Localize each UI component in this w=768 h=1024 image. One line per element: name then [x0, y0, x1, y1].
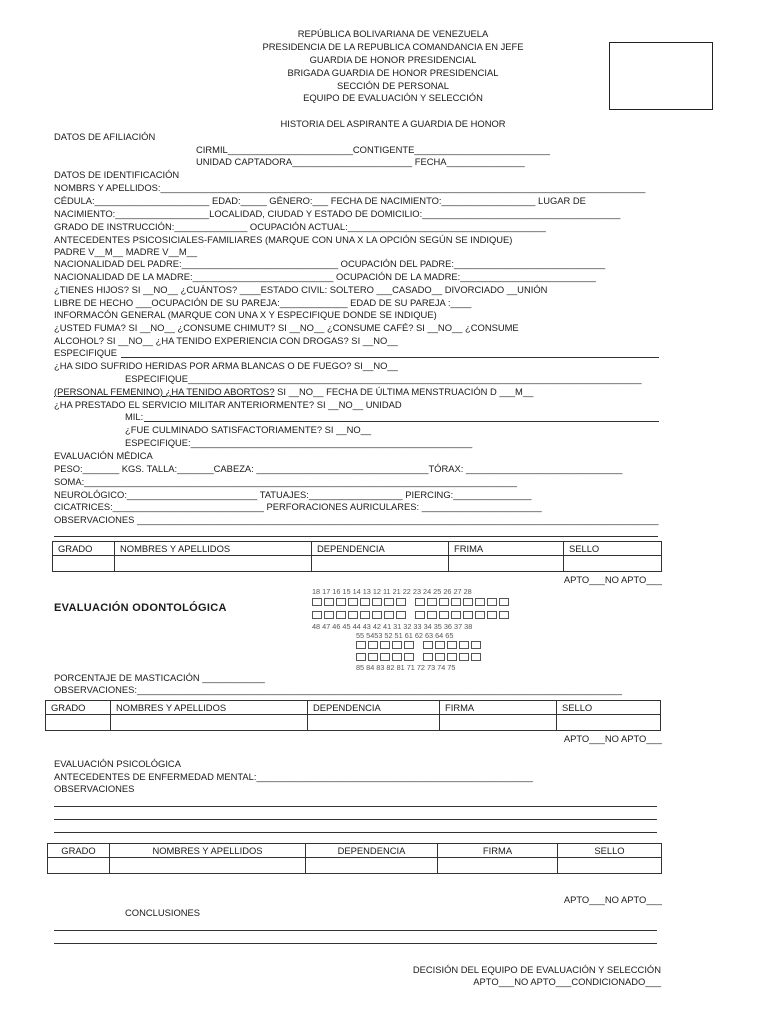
col-dependencia: DEPENDENCIA	[306, 844, 438, 858]
especifique-heridas[interactable]: ESPECIFIQUE_______________________________________________________________________________________	[125, 373, 642, 384]
mil-rule	[144, 421, 659, 422]
col-nombres: NOMBRES Y APELLIDOS	[110, 844, 306, 858]
medica-apto[interactable]: APTO___NO APTO___	[563, 574, 662, 585]
informacion-general-heading: INFORMACÓN GENERAL (MARQUE CON UNA X Y ESPECIFIQUE DONDE SE INDIQUE)	[54, 309, 437, 320]
col-grado: GRADO	[48, 844, 110, 858]
cell-dependencia[interactable]	[312, 556, 449, 572]
especifique-militar[interactable]: ESPECIFIQUE:______________________________________________________	[125, 437, 473, 448]
teeth-upper-boxes[interactable]	[312, 598, 511, 606]
padre-madre-line[interactable]: PADRE V__M__ MADRE V__M__	[54, 246, 198, 257]
medica-signature-table	[52, 541, 662, 572]
cell-sello[interactable]	[564, 556, 662, 572]
teeth-upper-numbers: 18 17 16 15 14 13 12 11 21 22 23 24 25 26 27 28	[312, 587, 472, 596]
teeth-deciduous-lower-boxes[interactable]	[356, 653, 483, 661]
cell-firma[interactable]	[438, 858, 558, 874]
odontologica-heading: EVALUACIÓN ODONTOLÓGICA	[54, 602, 227, 614]
medica-heading: EVALUACIÓN MÉDICA	[54, 450, 153, 461]
teeth-deciduous-upper-numbers: 55 5453 52 51 61 62 63 64 65	[356, 631, 454, 640]
observaciones-rule-1[interactable]	[54, 806, 657, 807]
mil-label: MIL:	[125, 411, 144, 422]
masticacion-field[interactable]: PORCENTAJE DE MASTICACIÓN ____________	[54, 672, 265, 683]
cell-nombres[interactable]	[111, 715, 308, 731]
afiliacion-heading: DATOS DE AFILIACIÓN	[54, 131, 156, 142]
col-grado: GRADO	[46, 701, 111, 715]
cell-firma[interactable]	[449, 556, 564, 572]
medica-observaciones[interactable]: OBSERVACIONES ____________________________________________________________________________________________________	[54, 514, 659, 525]
habitos-line-1[interactable]: ¿USTED FUMA? SI __NO__ ¿CONSUME CHIMUT? SI __NO__ ¿CONSUME CAFÉ? SI __NO__ ¿CONSUME	[54, 322, 519, 333]
odontologica-apto[interactable]: APTO___NO APTO___	[563, 733, 662, 744]
header-line-4: BRIGADA GUARDIA DE HONOR PRESIDENCIAL	[287, 67, 499, 78]
cirmil-field[interactable]: CIRMIL________________________CONTIGENTE__________________________	[196, 144, 550, 155]
col-sello: SELLO	[564, 542, 662, 556]
cell-grado[interactable]	[53, 556, 115, 572]
teeth-deciduous-upper-boxes[interactable]	[356, 641, 483, 649]
cedula-line[interactable]: CÉDULA:______________________ EDAD:_____ GÉNERO:___ FECHA DE NACIMIENTO:__________________ LUGAR DE	[54, 195, 586, 206]
psicosociales-heading: ANTECEDENTES PSICOSICIALES-FAMILIARES (MARQUE CON UNA X LA OPCIÓN SEGÚN SE INDIQUE)	[54, 234, 513, 245]
header-line-5: SECCIÓN DE PERSONAL	[336, 80, 449, 91]
heridas-line[interactable]: ¿HA SIDO SUFRIDO HERIDAS POR ARMA BLANCAS O DE FUEGO? SI__NO__	[54, 360, 398, 371]
col-dependencia: DEPENDENCIA	[308, 701, 440, 715]
habitos-line-2[interactable]: ALCOHOL? SI __NO__ ¿HA TENIDO EXPERIENCIA CON DROGAS? SI __NO__	[54, 335, 398, 346]
col-firma: FRIMA	[449, 542, 564, 556]
culminado-line[interactable]: ¿FUE CULMINADO SATISFACTORIAMENTE? SI __NO__	[125, 424, 372, 435]
observaciones-rule-2[interactable]	[54, 819, 657, 820]
observaciones-rule-3[interactable]	[54, 832, 657, 833]
identificacion-heading: DATOS DE IDENTIFICACIÓN	[54, 169, 180, 180]
conclusiones-rule-1[interactable]	[54, 930, 657, 931]
decision-title: DECISIÓN DEL EQUIPO DE EVALUACIÓN Y SELECCIÓN	[412, 964, 661, 975]
teeth-lower-boxes[interactable]	[312, 611, 511, 619]
header-line-1: REPÚBLICA BOLIVARIANA DE VENEZUELA	[297, 28, 489, 39]
femenino-label: (PERSONAL FEMENINO) ¿HA TENIDO ABORTOS?	[54, 386, 275, 397]
col-sello: SELLO	[558, 844, 662, 858]
instruccion-line[interactable]: GRADO DE INSTRUCCIÓN:______________ OCUPACIÓN ACTUAL:______________________________________	[54, 221, 546, 232]
especifique-label: ESPECIFIQUE	[54, 347, 118, 358]
psicologica-heading: EVALUACIÓN PSICOLÓGICA	[54, 758, 181, 769]
nacimiento-line[interactable]: NACIMIENTO:__________________LOCALIDAD, CIUDAD Y ESTADO DE DOMICILIO:______________________________________	[54, 208, 621, 219]
cell-nombres[interactable]	[110, 858, 306, 874]
odontologica-signature-table	[45, 700, 661, 731]
nombres-field[interactable]: NOMBRS Y APELLIDOS:_____________________________________________________________________________________________	[54, 182, 646, 193]
cell-dependencia[interactable]	[308, 715, 440, 731]
cell-dependencia[interactable]	[306, 858, 438, 874]
document-title: HISTORIA DEL ASPIRANTE A GUARDIA DE HONOR	[280, 118, 506, 129]
header-line-2: PRESIDENCIA DE LA REPUBLICA COMANDANCIA EN JEFE	[262, 41, 524, 52]
decision-options[interactable]: APTO___NO APTO___CONDICIONADO___	[473, 976, 661, 987]
psicologica-apto[interactable]: APTO___NO APTO___	[563, 894, 662, 905]
col-nombres: NOMBRES Y APELLIDOS	[115, 542, 312, 556]
teeth-lower-numbers: 48 47 46 45 44 43 42 41 31 32 33 34 35 36 37 38	[312, 622, 473, 631]
nacionalidad-madre-line[interactable]: NACIONALIDAD DE LA MADRE:___________________________ OCUPACIÓN DE LA MADRE:__________________________	[54, 271, 596, 282]
especifique-rule	[121, 357, 659, 358]
medica-observaciones-rule	[54, 536, 658, 537]
cell-firma[interactable]	[440, 715, 557, 731]
cicatrices-line[interactable]: CICATRICES:_____________________________ PERFORACIONES AURICULARES: _______________________	[54, 501, 542, 512]
header-line-6: EQUIPO DE EVALUACIÓN Y SELECCIÓN	[303, 92, 483, 103]
col-firma: FIRMA	[440, 701, 557, 715]
peso-talla-line[interactable]: PESO:_______ KGS. TALLA:_______CABEZA: _________________________________TÓRAX: ______________________________	[54, 463, 623, 474]
odontologica-observaciones[interactable]: OBSERVACIONES:_____________________________________________________________________________________________	[54, 684, 622, 695]
conclusiones-label: CONCLUSIONES	[125, 907, 201, 918]
cell-grado[interactable]	[46, 715, 111, 731]
nacionalidad-padre-line[interactable]: NACIONALIDAD DEL PADRE:______________________________ OCUPACIÓN DEL PADRE:_____________________________	[54, 258, 606, 269]
femenino-fields: SI __NO__ FECHA DE ÚLTIMA MENSTRUACIÓN D ___M__	[274, 386, 534, 397]
neurologico-line[interactable]: NEUROLÓGICO:_________________________ TATUAJES:__________________ PIERCING:_______________	[54, 489, 532, 500]
cell-sello[interactable]	[557, 715, 661, 731]
teeth-deciduous-lower-numbers: 85 84 83 82 81 71 72 73 74 75	[356, 663, 456, 672]
soma-line[interactable]: SOMA:___________________________________________________________________________________	[54, 476, 517, 487]
servicio-militar-line[interactable]: ¿HA PRESTADO EL SERVICIO MILITAR ANTERIORMENTE? SI __NO__ UNIDAD	[54, 399, 402, 410]
cell-sello[interactable]	[558, 858, 662, 874]
enfermedad-mental-field[interactable]: ANTECEDENTES DE ENFERMEDAD MENTAL:_____________________________________________________	[54, 771, 533, 782]
pareja-line[interactable]: LIBRE DE HECHO ___OCUPACIÓN DE SU PAREJA:_____________ EDAD DE SU PAREJA :____	[54, 297, 472, 308]
unidad-captadora-field[interactable]: UNIDAD CAPTADORA_______________________ FECHA_______________	[196, 156, 525, 167]
col-sello: SELLO	[557, 701, 661, 715]
psicologica-signature-table	[47, 843, 662, 874]
cell-grado[interactable]	[48, 858, 110, 874]
col-firma: FIRMA	[438, 844, 558, 858]
hijos-line[interactable]: ¿TIENES HIJOS? SI __NO__ ¿CUÁNTOS? ____ESTADO CIVIL: SOLTERO ___CASADO__ DIVORCIADO __UNIÓN	[54, 284, 548, 295]
psicologica-observaciones-label: OBSERVACIONES	[54, 783, 135, 794]
conclusiones-rule-2[interactable]	[54, 943, 657, 944]
cell-nombres[interactable]	[115, 556, 312, 572]
col-dependencia: DEPENDENCIA	[312, 542, 449, 556]
col-grado: GRADO	[53, 542, 115, 556]
femenino-line[interactable]	[54, 386, 533, 397]
header-line-3: GUARDIA DE HONOR PRESIDENCIAL	[309, 54, 477, 65]
col-nombres: NOMBRES Y APELLIDOS	[111, 701, 308, 715]
